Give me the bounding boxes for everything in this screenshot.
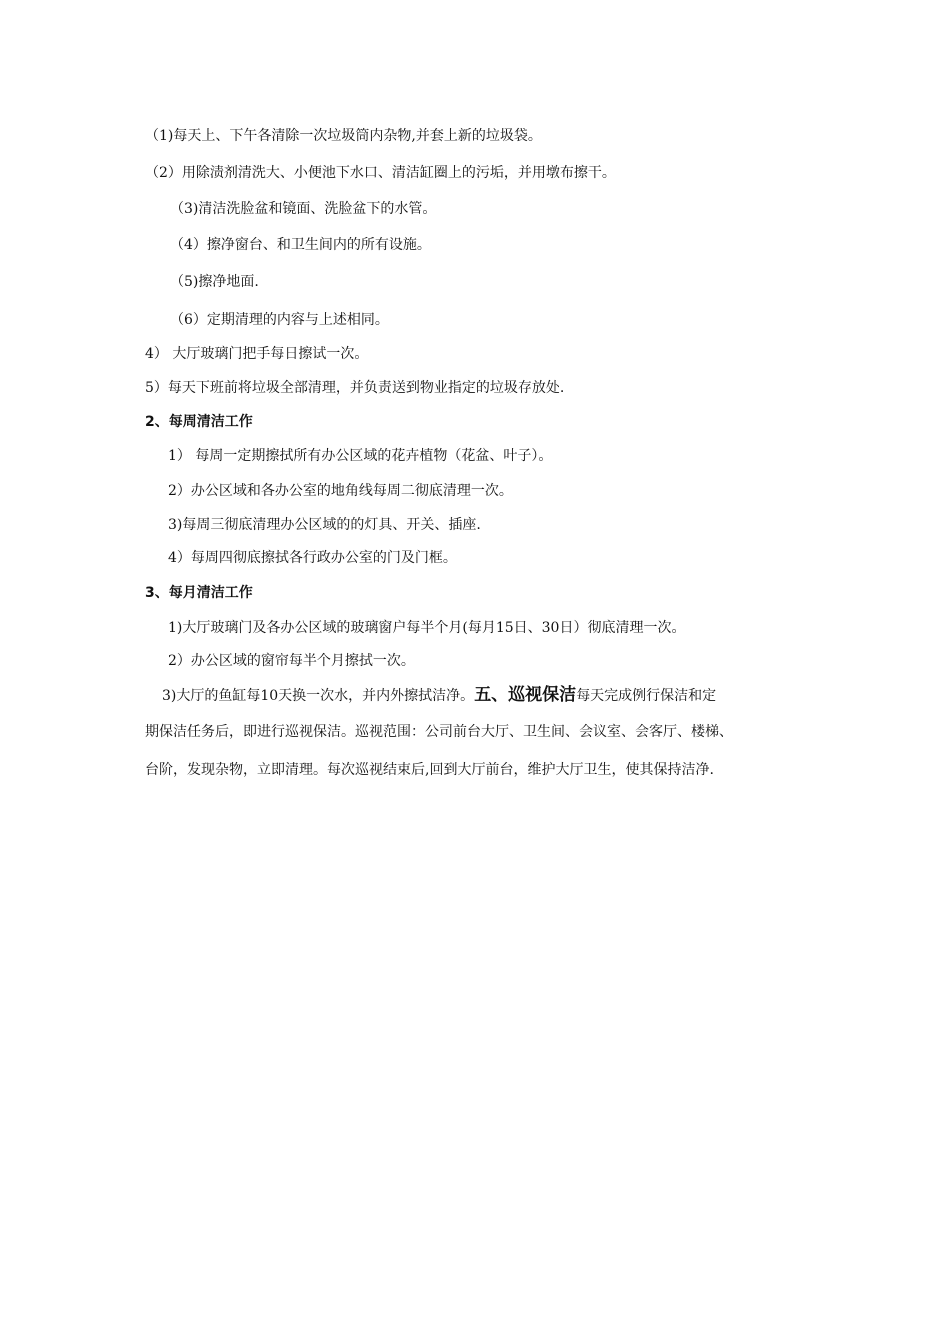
daily-item-5: （5)擦净地面. (170, 274, 259, 290)
weekly-item-2: 2）办公区域和各办公室的地角线每周二彻底清理一次。 (168, 483, 513, 499)
patrol-text-line3: 台阶，发现杂物，立即清理。每次巡视结束后,回到大厅前台，维护大厅卫生，使其保持洁净. (145, 762, 714, 778)
patrol-heading: 五、巡视保洁 (474, 685, 577, 705)
daily-item-8: 5）每天下班前将垃圾全部清理，并负责送到物业指定的垃圾存放处. (145, 380, 565, 396)
weekly-item-3: 3)每周三彻底清理办公区域的的灯具、开关、插座. (168, 517, 481, 533)
weekly-heading: 2、每周清洁工作 (145, 414, 253, 430)
daily-item-7: 4） 大厅玻璃门把手每日擦试一次。 (145, 346, 369, 362)
daily-item-4: （4）擦净窗台、和卫生间内的所有设施。 (170, 237, 431, 253)
daily-item-1: （1)每天上、下午各清除一次垃圾筒内杂物,并套上新的垃圾袋。 (145, 128, 542, 144)
monthly-item-1: 1)大厅玻璃门及各办公区域的玻璃窗户每半个月(每月15日、30日）彻底清理一次。 (168, 620, 686, 636)
weekly-item-4: 4）每周四彻底擦拭各行政办公室的门及门框。 (168, 550, 457, 566)
monthly-item-3: 3)大厅的鱼缸每10天换一次水，并内外擦拭洁净。 (162, 688, 475, 704)
monthly-item-2: 2）办公区域的窗帘每半个月擦拭一次。 (168, 653, 415, 669)
daily-item-3: （3)清洁洗脸盆和镜面、洗脸盆下的水管。 (170, 201, 437, 217)
patrol-text-line2: 期保洁任务后，即进行巡视保洁。巡视范围：公司前台大厅、卫生间、会议室、会客厅、楼梯、 (145, 724, 733, 740)
daily-item-2: （2）用除渍剂清洗大、小便池下水口、清洁缸圈上的污垢，并用墩布擦干。 (145, 165, 616, 181)
monthly-heading: 3、每月清洁工作 (145, 585, 253, 601)
patrol-text-line1: 每天完成例行保洁和定 (576, 688, 717, 704)
monthly-item-3-and-patrol (162, 685, 716, 706)
daily-item-6: （6）定期清理的内容与上述相同。 (170, 312, 389, 328)
weekly-item-1: 1） 每周一定期擦拭所有办公区域的花卉植物（花盆、叶子）。 (168, 448, 553, 464)
